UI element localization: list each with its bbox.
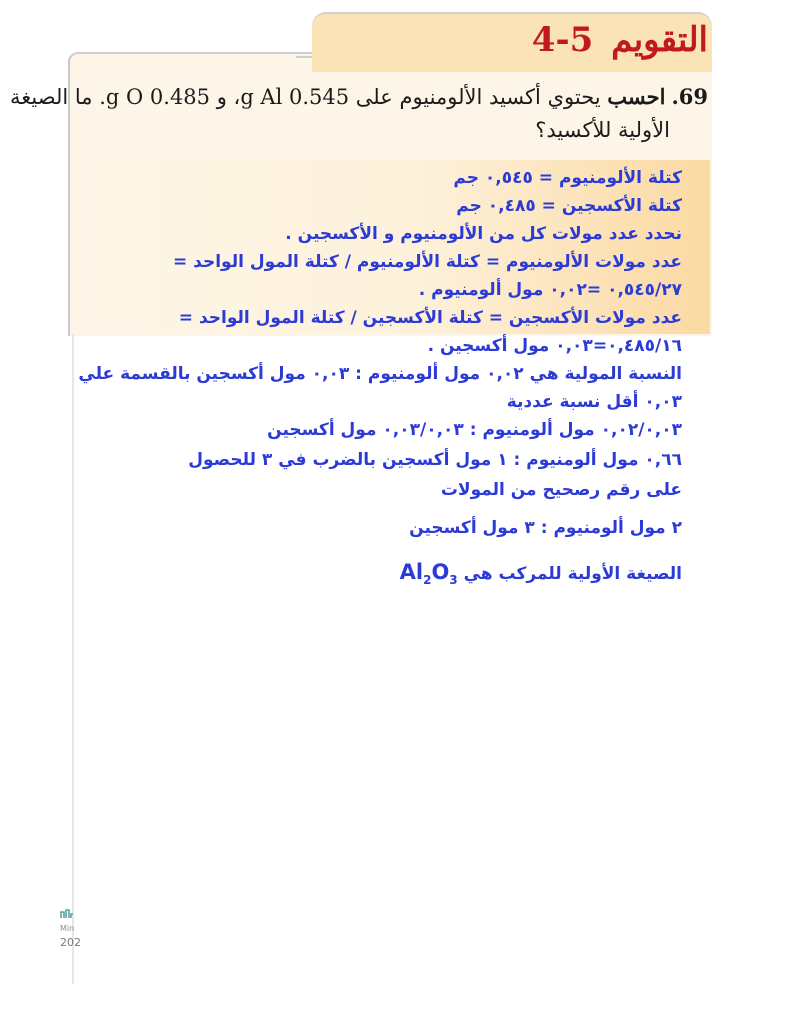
question-verb: احسب [607, 84, 666, 109]
formula-element-al: Al [399, 560, 424, 584]
answer-line: ٠,٠٣ أقل نسبة عددية [506, 392, 682, 412]
empirical-formula [399, 560, 458, 588]
question-number: 69. [671, 84, 708, 109]
answer-line: عدد مولات الألومنيوم = كتلة الألومنيوم / كتلة المول الواحد = [173, 252, 682, 272]
formula-subscript-o: 3 [449, 573, 458, 588]
page-edge-line [72, 334, 74, 984]
answer-line: كتلة الألومنيوم = ٠,٥٤٥ جم [453, 168, 682, 188]
publisher-logo-icon [60, 908, 74, 920]
title-text: التقويم [611, 20, 708, 60]
answer-line: ٠,٦٦ مول ألومنيوم : ١ مول أكسجين بالضرب في ٣ للحصول [188, 450, 682, 470]
question-text: يحتوي أكسيد الألومنيوم على 0.545 g Al، و 0.485 g O. ما الصيغة [10, 85, 601, 109]
answer-line: عدد مولات الأكسجين = كتلة الأكسجين / كتلة المول الواحد = [178, 308, 682, 328]
section-number: 5-4 [531, 20, 594, 60]
footer-year: 202 [60, 936, 81, 949]
answer-conclusion [400, 560, 682, 587]
conclusion-text: الصيغة الأولية للمركب هي [463, 564, 682, 584]
answer-line: نحدد عدد مولات كل من الألومنيوم و الأكسجين . [285, 224, 682, 244]
section-title [532, 20, 708, 60]
footer-publisher-text: Min [60, 924, 75, 933]
question-line-1 [10, 84, 708, 109]
answer-line: ٠,٥٤٥/٢٧ =٠,٠٢ مول ألومنيوم . [418, 280, 682, 300]
question-line-2: الأولية للأكسيد؟ [535, 118, 670, 142]
formula-element-o: O [431, 560, 450, 584]
answer-line: ٠,٤٨٥/١٦=٠,٠٣ مول أكسجين . [427, 336, 682, 356]
answer-line: ٢ مول ألومنيوم : ٣ مول أكسجين [409, 518, 682, 538]
answer-line: النسبة المولية هي ٠,٠٢ مول ألومنيوم : ٠,٠٣ مول أكسجين بالقسمة علي [78, 364, 682, 384]
answer-line: ٠,٠٢/٠,٠٣ مول ألومنيوم : ٠,٠٣/٠,٠٣ مول أكسجين [267, 420, 682, 440]
formula-subscript-al: 2 [423, 573, 432, 588]
answer-line: على رقم رصحيح من المولات [440, 480, 682, 500]
answer-line: كتلة الأكسجين = ٠,٤٨٥ جم [456, 196, 682, 216]
